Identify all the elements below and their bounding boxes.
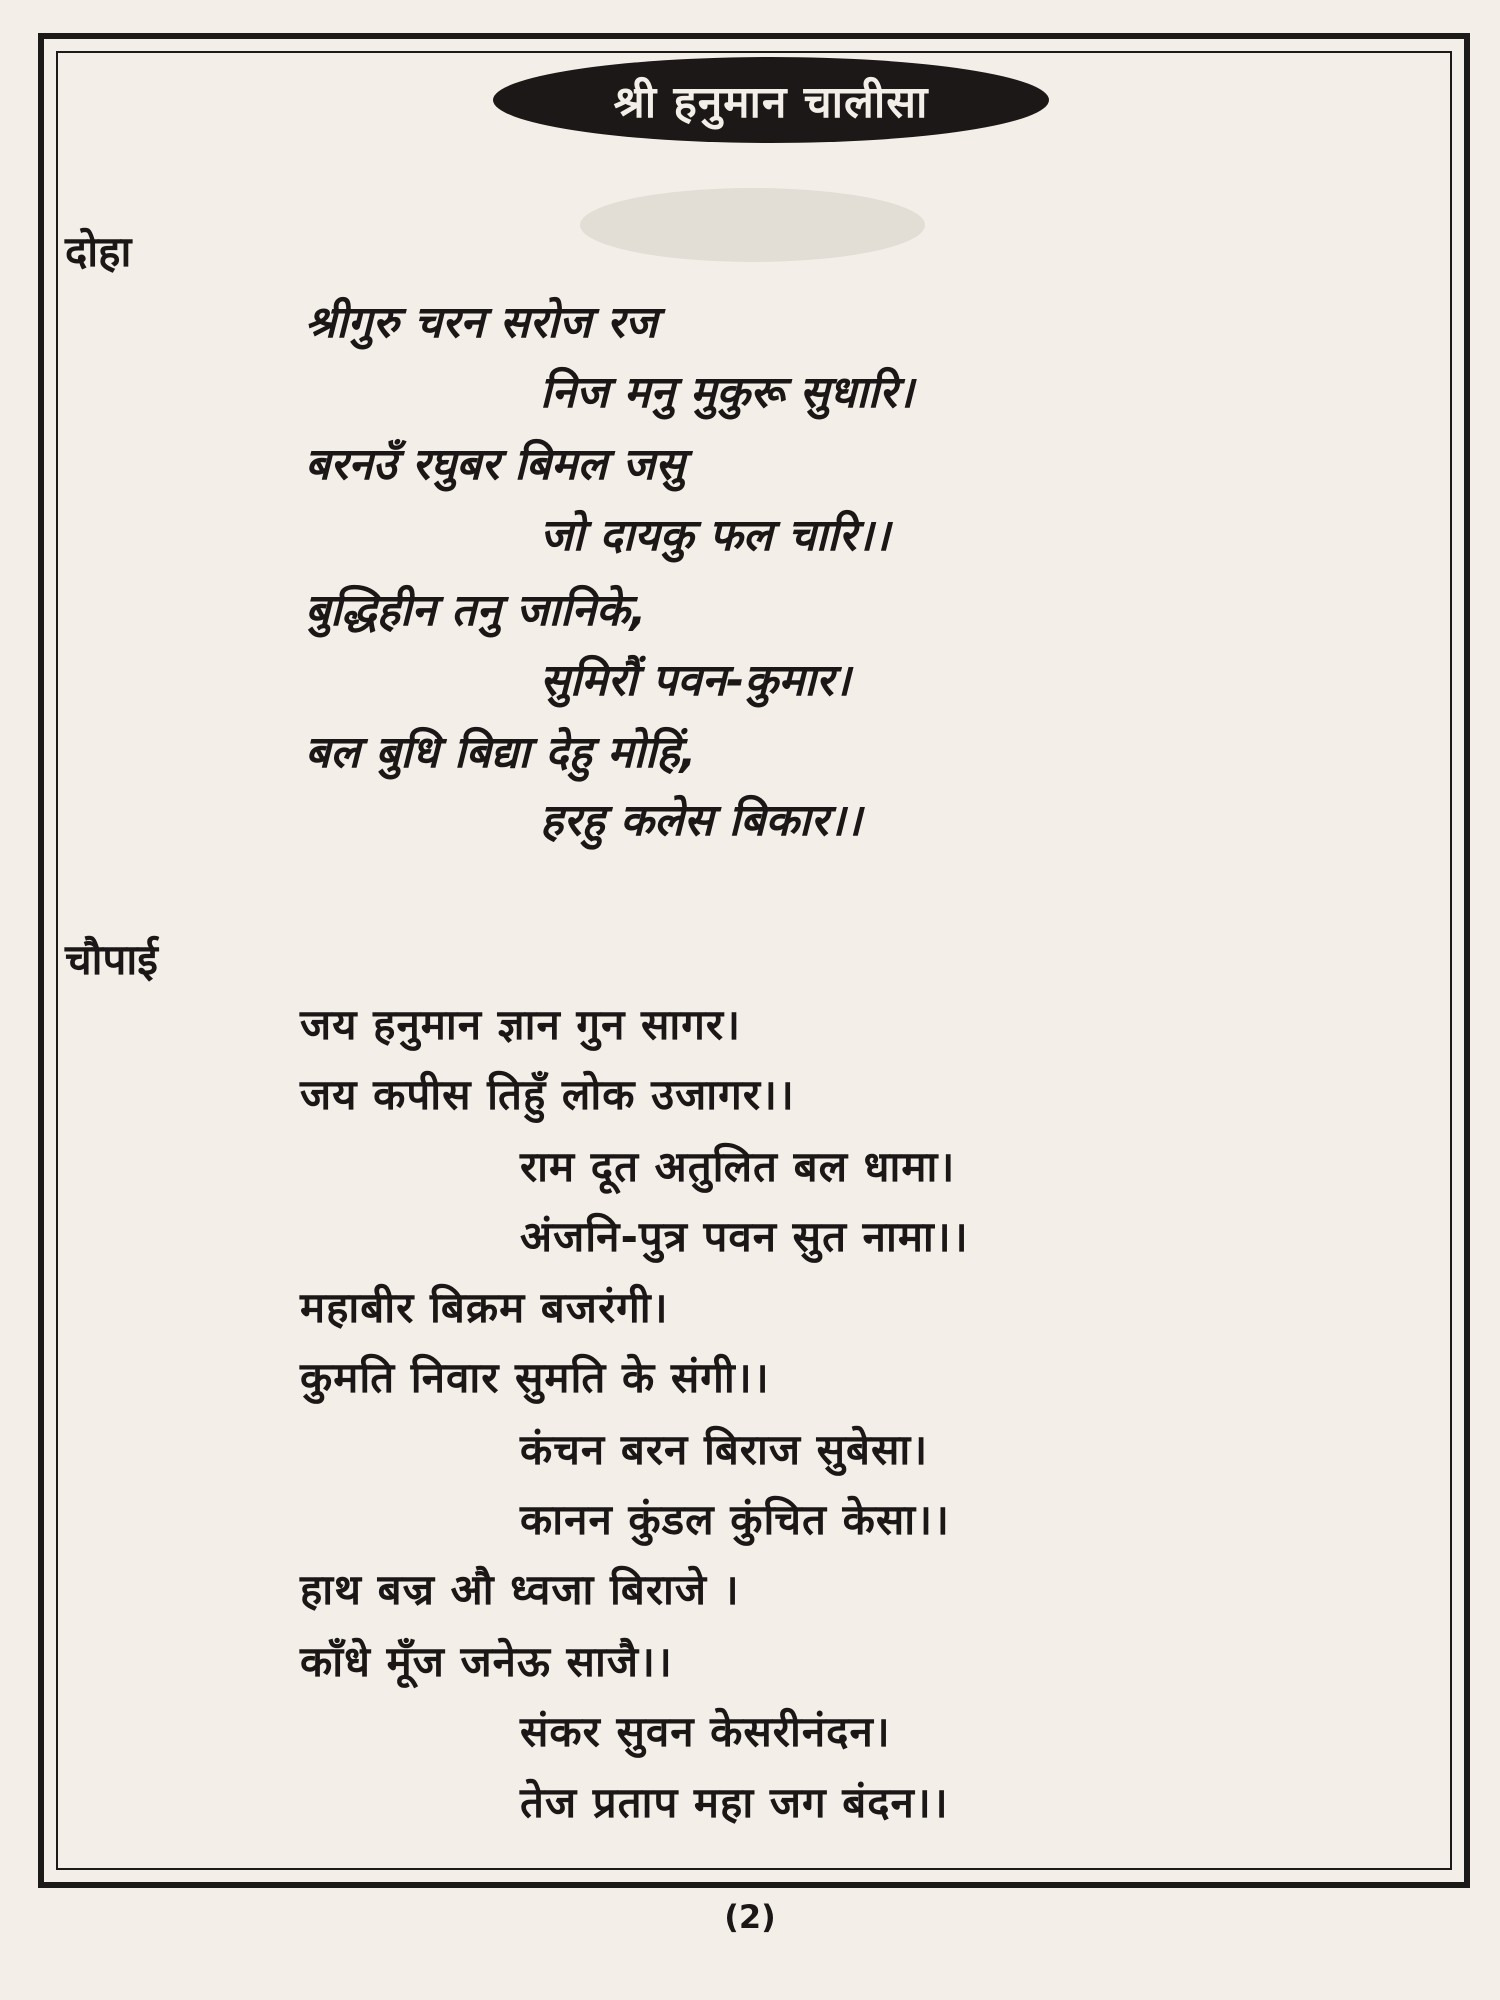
page-inner-border (56, 51, 1452, 1870)
doha-line: बरनउँ रघुबर बिमल जसु (305, 439, 685, 490)
chaupai-heading: चौपाई (65, 935, 158, 984)
chaupai-line: महाबीर बिक्रम बजरंगी। (300, 1283, 669, 1332)
doha-line: हरहु कलेस बिकार।। (540, 795, 862, 846)
page-title: श्री हनुमान चालीसा (493, 57, 1049, 143)
chaupai-line: कुमति निवार सुमति के संगी।। (300, 1353, 770, 1402)
doha-heading: दोहा (65, 227, 132, 276)
doha-line: बल बुधि बिद्या देहु मोहिं, (305, 727, 697, 778)
chaupai-line: हाथ बज्र औ ध्वजा बिराजे । (300, 1565, 740, 1614)
chaupai-line: अंजनि-पुत्र पवन सुत नामा।। (520, 1212, 969, 1261)
chaupai-line: तेज प्रताप महा जग बंदन।। (520, 1778, 949, 1827)
chaupai-line: जय कपीस तिहुँ लोक उजागर।। (300, 1070, 795, 1119)
doha-line: बुद्धिहीन तनु जानिके, (305, 585, 647, 636)
page-border (38, 33, 1470, 1888)
page-number: (2) (724, 1898, 776, 1936)
chaupai-line: कंचन बरन बिराज सुबेसा। (520, 1425, 929, 1474)
chaupai-line: संकर सुवन केसरीनंदन। (520, 1707, 891, 1756)
doha-line: जो दायकु फल चारि।। (540, 510, 890, 561)
chaupai-line: जय हनुमान ज्ञान गुन सागर। (300, 1000, 742, 1049)
doha-line: सुमिरौं पवन-कुमार। (540, 655, 851, 706)
chaupai-line: राम दूत अतुलित बल धामा। (520, 1142, 956, 1191)
doha-line: श्रीगुरु चरन सरोज रज (305, 297, 658, 348)
doha-line: निज मनु मुकुरू सुधारि। (540, 367, 914, 418)
chaupai-line: कानन कुंडल कुंचित केसा।। (520, 1495, 950, 1544)
chaupai-line: काँधे मूँज जनेऊ साजै।। (300, 1637, 673, 1686)
